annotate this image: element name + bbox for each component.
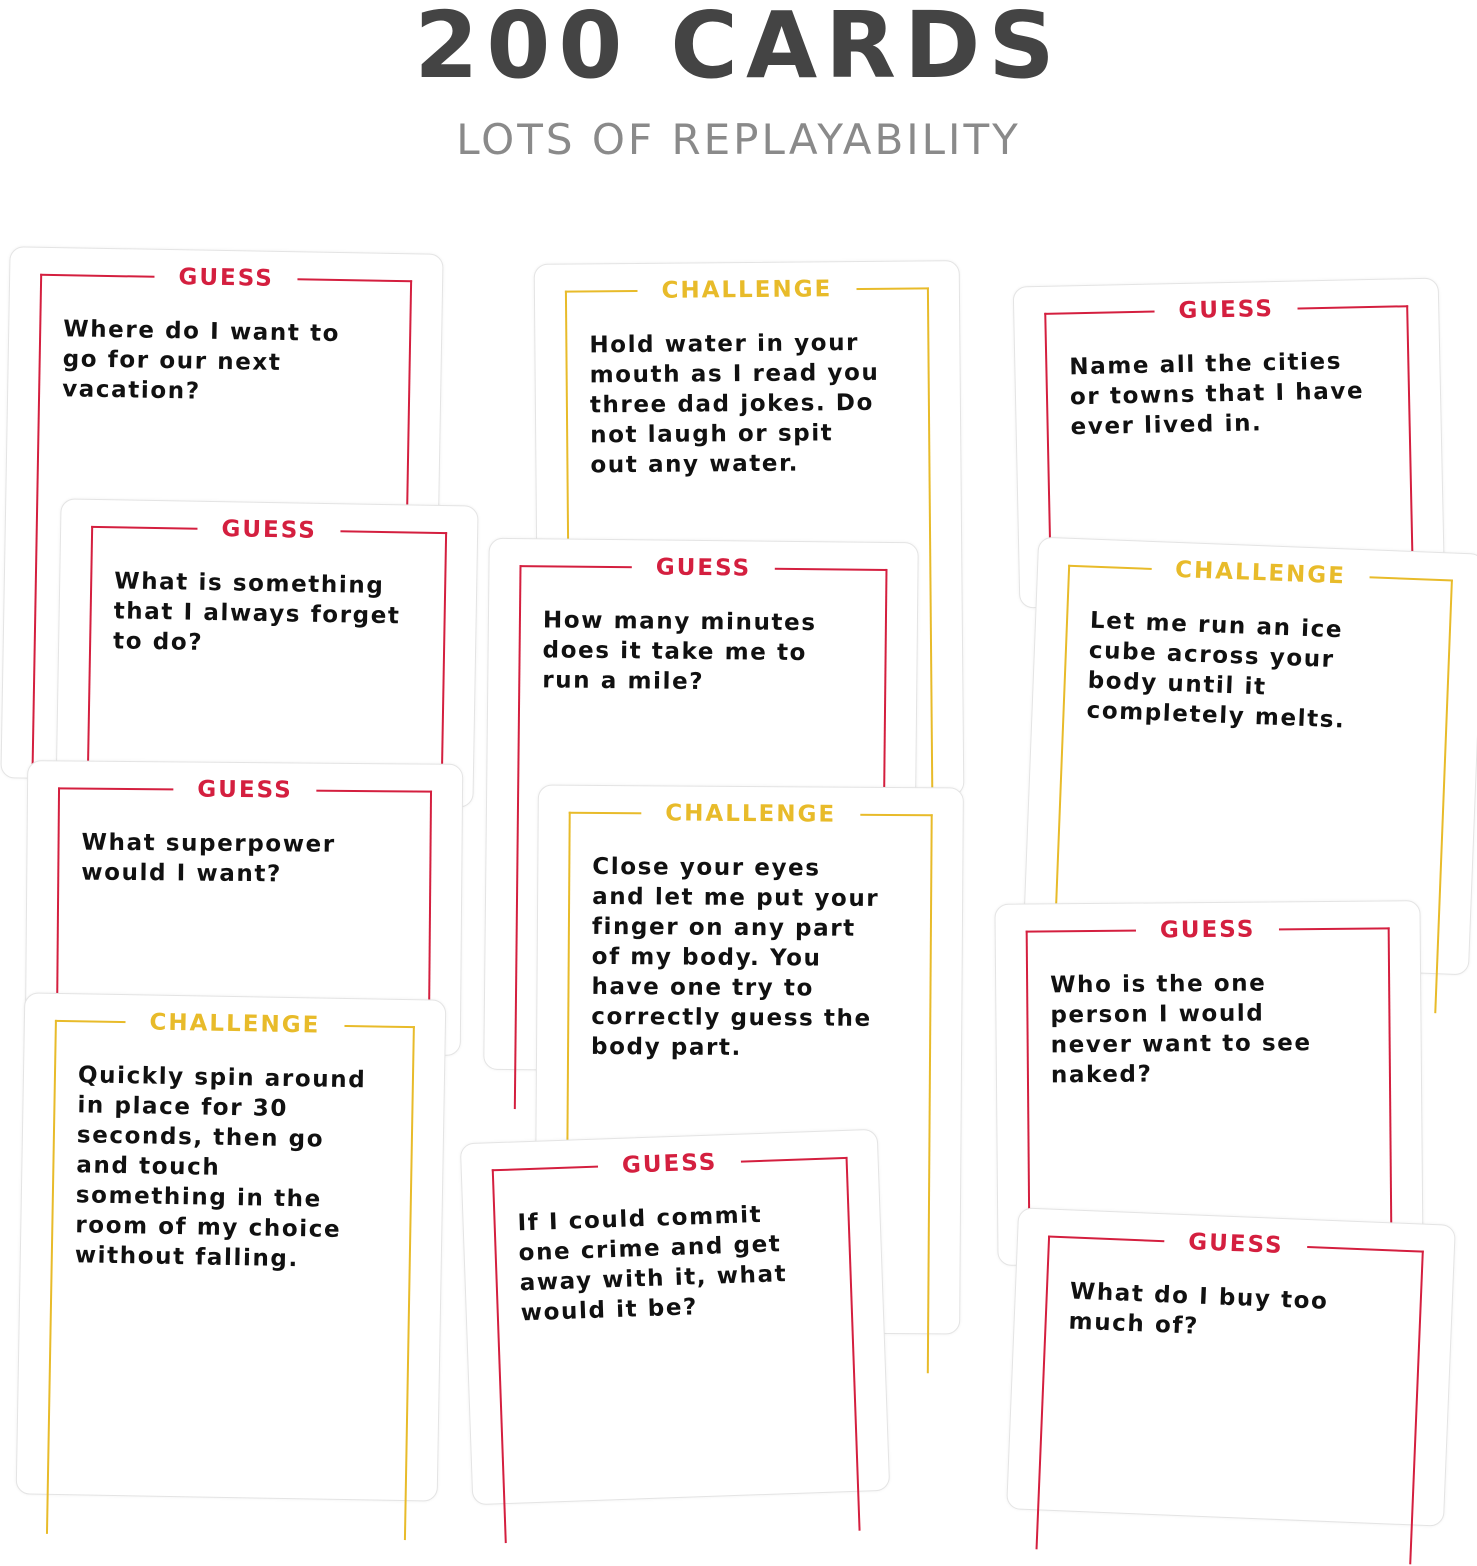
card-label: GUESS	[632, 552, 776, 583]
challenge-card	[16, 992, 447, 1501]
page-title: 200 CARDS	[414, 0, 1063, 99]
card-label: CHALLENGE	[641, 798, 860, 830]
card-text: Where do I want to go for our next vacation?	[61, 316, 341, 405]
card-text: Hold water in your mouth as I read you three dad jokes. Do not laugh or spit out any water.	[589, 330, 880, 479]
card-frame	[492, 1149, 861, 1543]
guess-card	[460, 1129, 890, 1505]
card-text: Close your eyes and let me put your finger on any part of my body. You have one try to correctly guess the body part.	[590, 853, 880, 1061]
card-text: What is something that I always forget to do?	[112, 568, 401, 656]
card-text: Let me run an ice cube across your body until it completely melts.	[1086, 607, 1346, 734]
card-text: How many minutes does it take me to run a mile?	[542, 607, 817, 696]
guess-card	[1006, 1207, 1456, 1526]
page-subtitle: LOTS OF REPLAYABILITY	[456, 115, 1021, 164]
card-frame	[46, 1009, 415, 1540]
card-label: GUESS	[173, 774, 317, 805]
card-text: What do I buy too much of?	[1068, 1278, 1329, 1340]
card-label: CHALLENGE	[125, 1007, 344, 1041]
card-label: CHALLENGE	[637, 274, 856, 306]
card-label: GUESS	[1154, 294, 1298, 327]
card-text: If I could commit one crime and get away with it, what would it be?	[517, 1201, 788, 1327]
card-text: Who is the one person I would never want to see naked?	[1050, 970, 1312, 1089]
card-label: GUESS	[1164, 1226, 1308, 1262]
card-label: GUESS	[1136, 914, 1280, 945]
card-label: GUESS	[154, 262, 298, 294]
card-label: GUESS	[197, 514, 341, 546]
card-label: GUESS	[597, 1147, 741, 1182]
card-text: Name all the cities or towns that I have ever lived in.	[1069, 348, 1365, 441]
card-text: Quickly spin around in place for 30 seconds, then go and touch something in the room of my choice without falling.	[74, 1062, 367, 1273]
card-frame	[1036, 1229, 1424, 1565]
card-label: CHALLENGE	[1151, 554, 1371, 592]
card-text: What superpower would I want?	[81, 829, 336, 888]
